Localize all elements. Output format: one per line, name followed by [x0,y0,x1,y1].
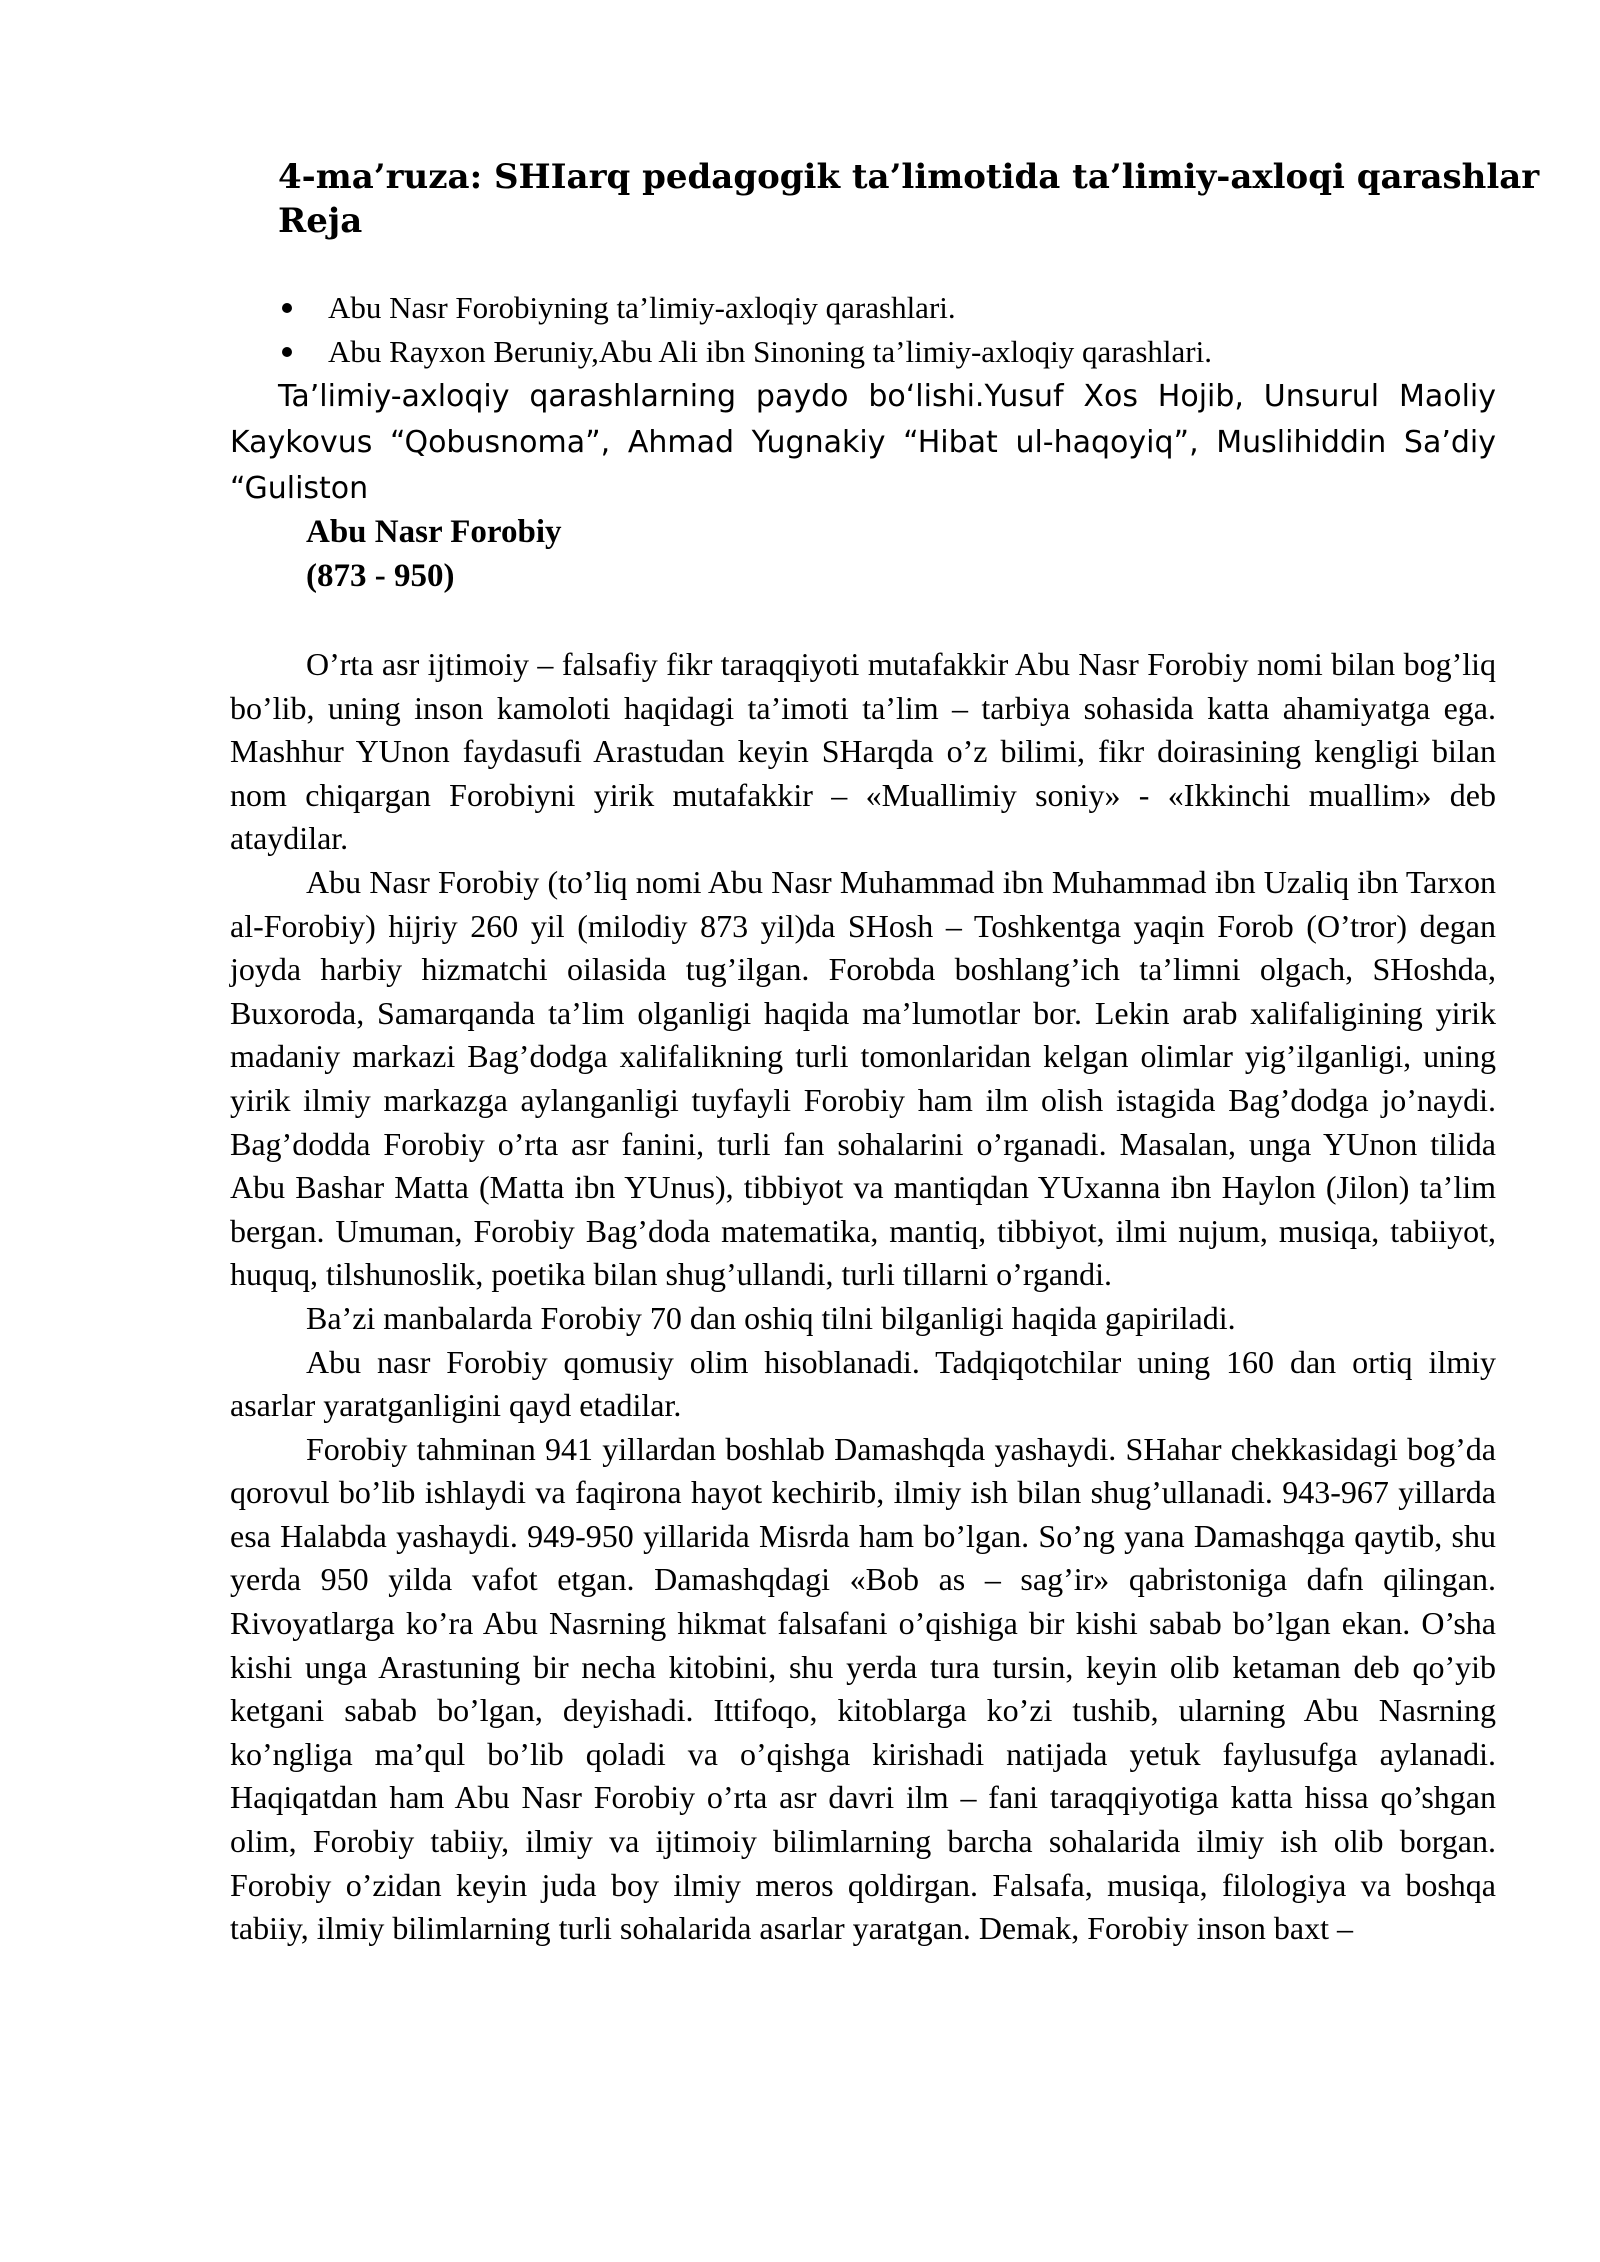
plan-item-text: Abu Nasr Forobiyning ta’limiy-axloqiy qarashlari. [328,290,956,325]
plan-item [270,286,1212,330]
body-text [230,643,1496,1951]
author-name: Abu Nasr Forobiy [306,514,562,550]
bullet-icon [282,303,292,313]
plan-continuation: Ta’limiy-axloqiy qarashlarning paydo boʻlishi.Yusuf Xos Hojib, Unsurul Maoliy Kaykovus “Qobusnoma”, Ahmad Yugnakiy “Hibat ul-haqoyiq”, Muslihiddin Sa’diy “Guliston [230,379,1496,506]
body-paragraph: Abu Nasr Forobiy (to’liq nomi Abu Nasr Muhammad ibn Muhammad ibn Uzaliq ibn Tarxon al-Forobiy) hijriy 260 yil (milodiy 873 yil)da SHosh – Toshkentga yaqin Forob (O’tror) degan joyda harbiy hizmatchi oilasida tug’ilgan. Forobda boshlang’ich ta’limni olgach, SHoshda, Buxoroda, Samarqanda ta’lim olganligi haqida ma’lumotlar bor. Lekin arab xalifaligining yirik madaniy markazi Bag’dodga xalifalikning turli tomonlaridan kelgan olimlar yig’ilganligi, uning yirik ilmiy markazga aylanganligi tuyfayli Forobiy ham ilm olish istagida Bag’dodga jo’naydi. Bag’dodda Forobiy o’rta asr fanini, turli fan sohalarini o’rganadi. Masalan, unga YUnon tilida Abu Bashar Matta (Matta ibn YUnus), tibbiyot va mantiqdan YUxanna ibn Haylon (Jilon) ta’lim bergan. Umuman, Forobiy Bag’doda matematika, mantiq, tibbiyot, ilmi nujum, musiqa, tabiiyot, huquq, tilshunoslik, poetika bilan shug’ullandi, turli tillarni o’rgandi. [230,863,1496,1293]
plan-item-text: Abu Rayxon Beruniy,Abu Ali ibn Sinoning ta’limiy-axloqiy qarashlari. [328,334,1212,369]
body-paragraph: O’rta asr ijtimoiy – falsafiy fikr taraqqiyoti mutafakkir Abu Nasr Forobiy nomi bilan bog’liq bo’lib, uning inson kamoloti haqidagi ta’imoti ta’lim – tarbiya sohasida katta ahamiyatga ega. Mashhur YUnon faydasufi Arastudan keyin SHarqda o’z bilimi, fikr doirasining kengligi bilan nom chiqargan Forobiyni yirik mutafakkir – «Muallimiy soniy» - «Ikkinchi muallim» deb ataydilar. [230,646,1496,857]
author-block [306,510,562,598]
body-paragraph: Forobiy tahminan 941 yillardan boshlab Damashqda yashaydi. SHahar chekkasidagi bog’da qorovul bo’lib ishlaydi va faqirona hayot kechirib, ilmiy ish bilan shug’ullanadi. 943-967 yillarda esa Halabda yashaydi. 949-950 yillarida Misrda ham bo’lgan. So’ng yana Damashqga qaytib, shu yerda 950 yilda vafot etgan. Damashqdagi «Bob as – sag’ir» qabristoniga dafn qilingan. Rivoyatlarga ko’ra Abu Nasrning hikmat falsafani o’qishiga bir kishi sabab bo’lgan ekan. O’sha kishi unga Arastuning bir necha kitobini, shu yerda tura tursin, keyin olib ketaman deb qo’yib ketgani sabab bo’lgan, deyishadi. Ittifoqo, kitoblarga ko’zi tushib, ularning Abu Nasrning ko’ngliga ma’qul bo’lib qoladi va o’qishga kirishadi natijada yetuk faylusufga aylanadi. Haqiqatdan ham Abu Nasr Forobiy o’rta asr davri ilm – fani taraqqiyotiga katta hissa qo’shgan olim, Forobiy tabiiy, ilmiy va ijtimoiy bilimlarning barcha sohalarida ilmiy ish olib borgan. Forobiy o’zidan keyin juda boy ilmiy meros qoldirgan. Falsafa, musiqa, filologiya va boshqa tabiiy, ilmiy bilimlarning turli sohalarida asarlar yaratgan. Demak, Forobiy inson baxt – [230,1430,1496,1947]
body-paragraph: Ba’zi manbalarda Forobiy 70 dan oshiq tilni bilganligi haqida gapiriladi. [306,1299,1236,1336]
author-years: (873 - 950) [306,558,455,594]
body-paragraph: Abu nasr Forobiy qomusiy olim hisoblanadi. Tadqiqotchilar uning 160 dan ortiq ilmiy asarlar yaratganligini qayd etadilar. [230,1343,1496,1424]
plan-list [270,286,1212,374]
plan-item [270,330,1212,374]
lecture-title: 4-ma’ruza: SHIarq pedagogik ta’limotida ta’limiy-axloqi qarashlar [278,157,1540,197]
plan-heading: Reja [278,201,363,241]
bullet-icon [282,347,292,357]
